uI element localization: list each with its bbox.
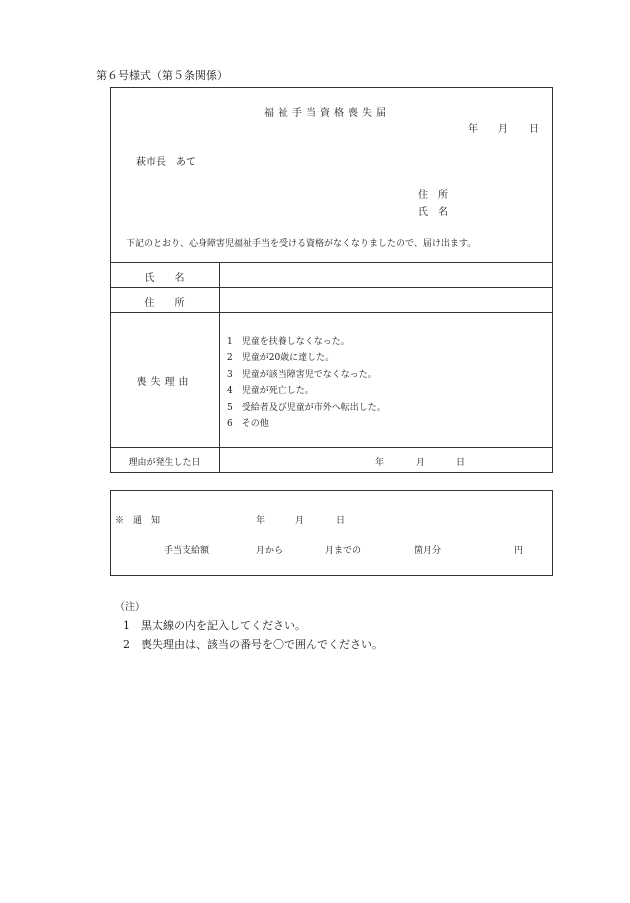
applicant-address-label: 住 所 — [418, 190, 448, 201]
notice-from: 月から — [256, 546, 284, 556]
date-year: 年 — [468, 124, 478, 135]
row-name-text: 氏 名 — [144, 273, 185, 284]
row-reason-label — [110, 373, 219, 388]
table-line-3 — [110, 447, 553, 448]
notice-to: 月までの — [325, 546, 362, 556]
occur-month: 月 — [416, 458, 426, 468]
addressee: 萩市長 あて — [136, 157, 196, 168]
reason-item-2[interactable]: 2 児童が20歳に達した。 — [227, 353, 335, 363]
table-line-1 — [110, 287, 553, 288]
name-field[interactable] — [222, 264, 550, 285]
reason-item-3[interactable]: 3 児童が該当障害児でなくなった。 — [227, 370, 377, 380]
row-address-label — [110, 294, 219, 309]
reason-item-6[interactable]: 6 その他 — [227, 419, 269, 429]
notes-title: （注） — [115, 602, 145, 613]
applicant-name-label: 氏 名 — [418, 207, 448, 218]
occur-day: 日 — [456, 458, 466, 468]
notice-year: 年 — [256, 516, 266, 526]
form-number: 第６号様式（第５条関係） — [96, 69, 228, 82]
note-item-2: 2 喪失理由は、該当の番号を〇で囲んでください。 — [123, 638, 383, 651]
notice-day: 日 — [336, 516, 346, 526]
date-month: 月 — [498, 124, 508, 135]
table-line-2 — [110, 312, 553, 313]
notice-month: 月 — [295, 516, 305, 526]
row-reason-text: 喪失理由 — [136, 377, 193, 388]
row-date-label — [110, 455, 219, 468]
reason-item-5[interactable]: 5 受給者及び児童が市外へ転出した。 — [227, 403, 386, 413]
table-top-line — [110, 262, 553, 263]
address-field[interactable] — [222, 289, 550, 310]
date-day: 日 — [529, 124, 539, 135]
row-name-label — [110, 269, 219, 284]
notice-mark: ※ 通 知 — [115, 516, 161, 526]
notice-months: 箇月分 — [414, 546, 442, 556]
note-item-1: 1 黒太線の内を記入してください。 — [123, 619, 306, 632]
reason-item-4[interactable]: 4 児童が死亡した。 — [227, 386, 314, 396]
intro-text: 下記のとおり、心身障害児福祉手当を受ける資格がなくなりましたので、届け出ます。 — [126, 239, 477, 249]
table-column-divider — [219, 262, 220, 473]
occur-year: 年 — [375, 458, 385, 468]
row-address-text: 住 所 — [144, 298, 185, 309]
row-date-text: 理由が発生した日 — [128, 458, 201, 468]
notice-yen: 円 — [514, 546, 524, 556]
form-title: 福祉手当資格喪失届 — [264, 108, 390, 119]
reason-item-1[interactable]: 1 児童を扶養しなくなった。 — [227, 337, 350, 347]
notice-box — [110, 490, 553, 576]
notice-amount-label: 手当支給額 — [164, 546, 210, 556]
